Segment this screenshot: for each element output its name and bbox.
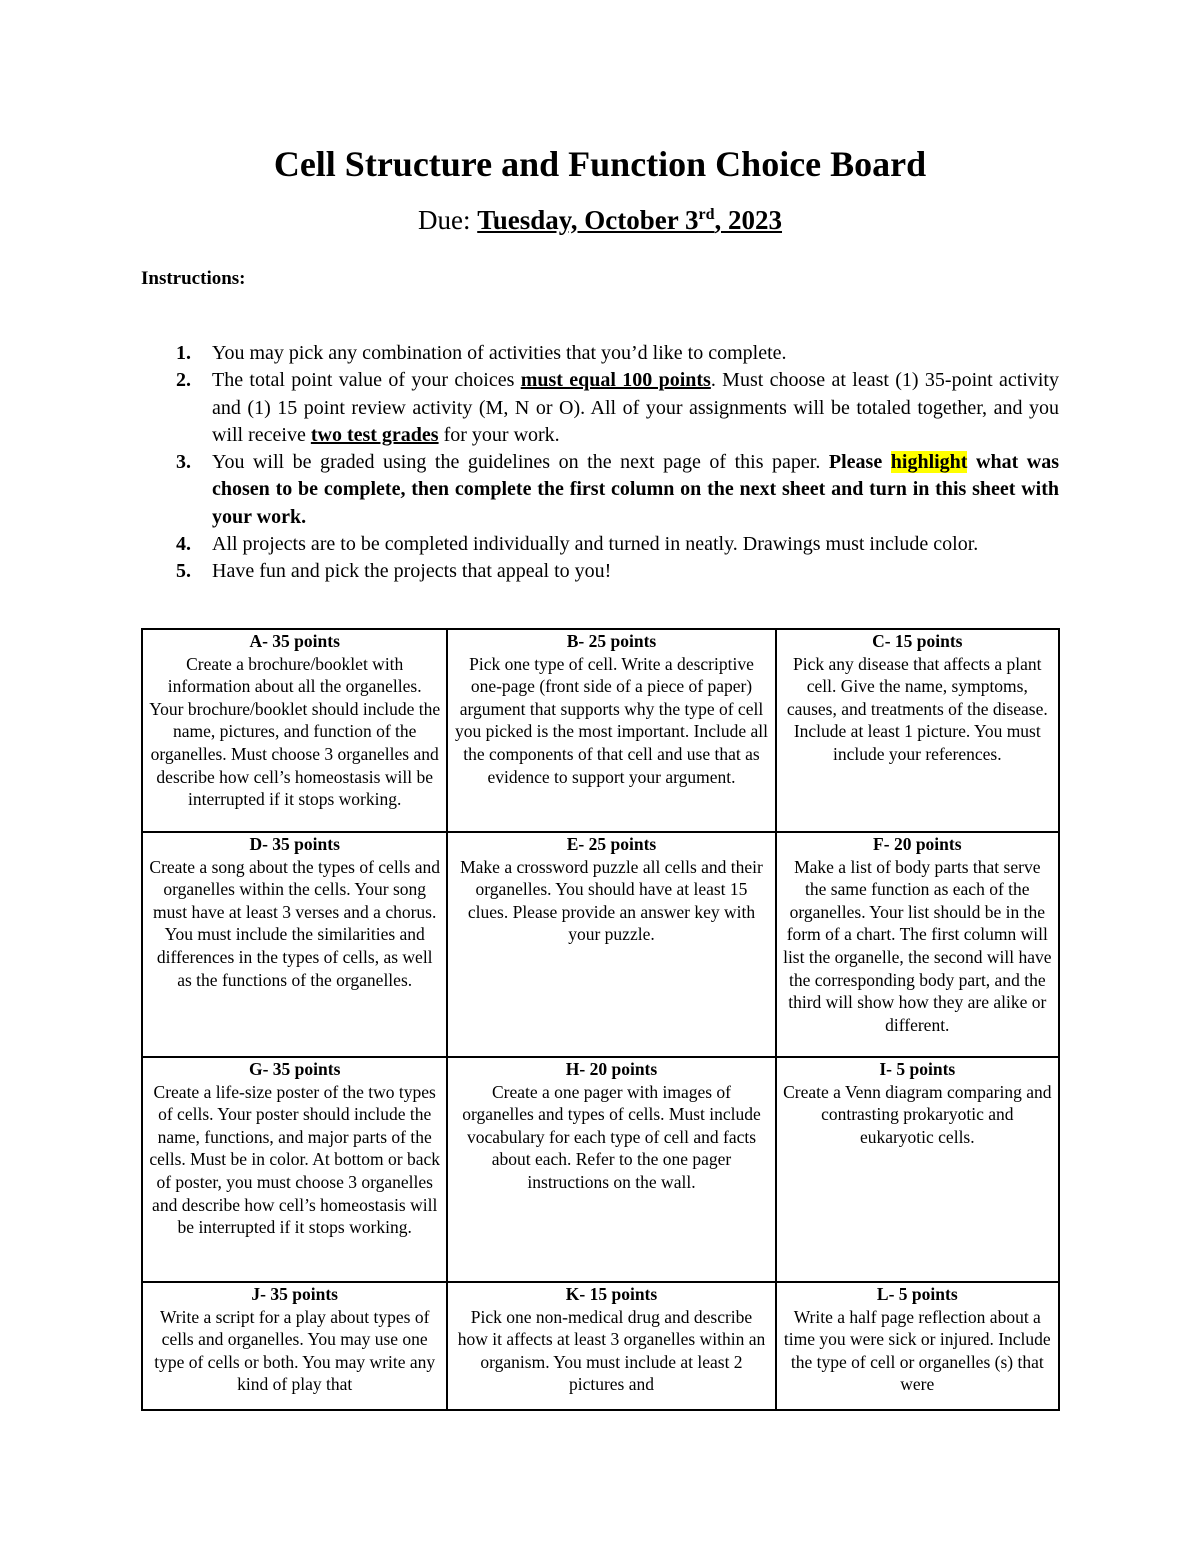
choice-cell-k[interactable]: K- 15 points Pick one non-medical drug and describe how it affects at least 3 organelles within an organism. You must include at least 2 pictures and [447, 1282, 775, 1410]
choice-cell-e[interactable]: E- 25 points Make a crossword puzzle all cells and their organelles. You should have at least 15 clues. Please provide an answer key with your puzzle. [447, 832, 775, 1057]
choice-cell-l[interactable]: L- 5 points Write a half page reflection about a time you were sick or injured. Include the type of cell or organelles (s) that were [776, 1282, 1059, 1410]
choice-cell-h[interactable]: H- 20 points Create a one pager with images of organelles and types of cells. Must include vocabulary for each type of cell and facts about each. Refer to the one pager instructions on the wall. [447, 1057, 775, 1282]
instructions-heading: Instructions: [141, 268, 246, 289]
choice-cell-g[interactable]: G- 35 points Create a life-size poster of the two types of cells. Your poster should include the name, functions, and major parts of the cells. Must be in color. At bottom or back of poster, you must choose 3 organelles and describe how cell’s homeostasis will be interrupted if it stops working. [142, 1057, 447, 1282]
instructions-list [141, 340, 1059, 586]
table-row [142, 1057, 1059, 1282]
due-line [0, 205, 1200, 236]
instruction-item: 1. You may pick any combination of activities that you’d like to complete. [176, 342, 787, 364]
choice-cell-a[interactable]: A- 35 points Create a brochure/booklet with information about all the organelles. Your brochure/booklet should include the name, pictures, and function of the organelles. Must choose 3 organelles and describe how cell’s homeostasis will be interrupted if it stops working. [142, 629, 447, 832]
choice-cell-f[interactable]: F- 20 points Make a list of body parts that serve the same function as each of the organelles. Your list should be in the form of a chart. The first column will list the organelle, the second will have the corresponding body part, and the third will show how they are alike or different. [776, 832, 1059, 1057]
table-row [142, 629, 1059, 832]
table-row [142, 832, 1059, 1057]
choice-cell-i[interactable]: I- 5 points Create a Venn diagram comparing and contrasting prokaryotic and eukaryotic cells. [776, 1057, 1059, 1282]
page-title: Cell Structure and Function Choice Board [273, 144, 927, 184]
choice-board-table [141, 628, 1060, 1411]
choice-cell-b[interactable]: B- 25 points Pick one type of cell. Write a descriptive one-page (front side of a piece of paper) argument that supports why the type of cell you picked is the most important. Include all the components of that cell and use that as evidence to support your argument. [447, 629, 775, 832]
instruction-item: 5. Have fun and pick the projects that appeal to you! [176, 560, 612, 583]
choice-cell-c[interactable]: C- 15 points Pick any disease that affects a plant cell. Give the name, symptoms, causes, and treatments of the disease. Include at least 1 picture. You must include your references. [776, 629, 1059, 832]
due-label: Due: [417, 205, 471, 235]
instruction-item: 3. You will be graded using the guidelines on the next page of this paper. Please highlight what was chosen to be complete, then complete the first column on the next sheet and turn in this sheet with your work. [176, 451, 1060, 528]
choice-cell-d[interactable]: D- 35 points Create a song about the types of cells and organelles within the cells. Your song must have at least 3 verses and a chorus. You must include the similarities and differences in the types of cells, as well as the functions of the organelles. [142, 832, 447, 1057]
table-row [142, 1282, 1059, 1410]
instruction-item: 2. The total point value of your choices must equal 100 points. Must choose at least (1) 35-point activity and (1) 15 point review activity (M, N or O). All of your assignments will be totaled together, and you will receive two test grades for your work. [176, 369, 1059, 446]
choice-cell-j[interactable]: J- 35 points Write a script for a play about types of cells and organelles. You may use one type of cells or both. You may write any kind of play that [142, 1282, 447, 1410]
instruction-item: 4. All projects are to be completed individually and turned in neatly. Drawings must include color. [176, 533, 979, 556]
highlight-word: highlight [890, 451, 968, 474]
due-date: Tuesday, October 3rd, 2023 [477, 205, 783, 235]
